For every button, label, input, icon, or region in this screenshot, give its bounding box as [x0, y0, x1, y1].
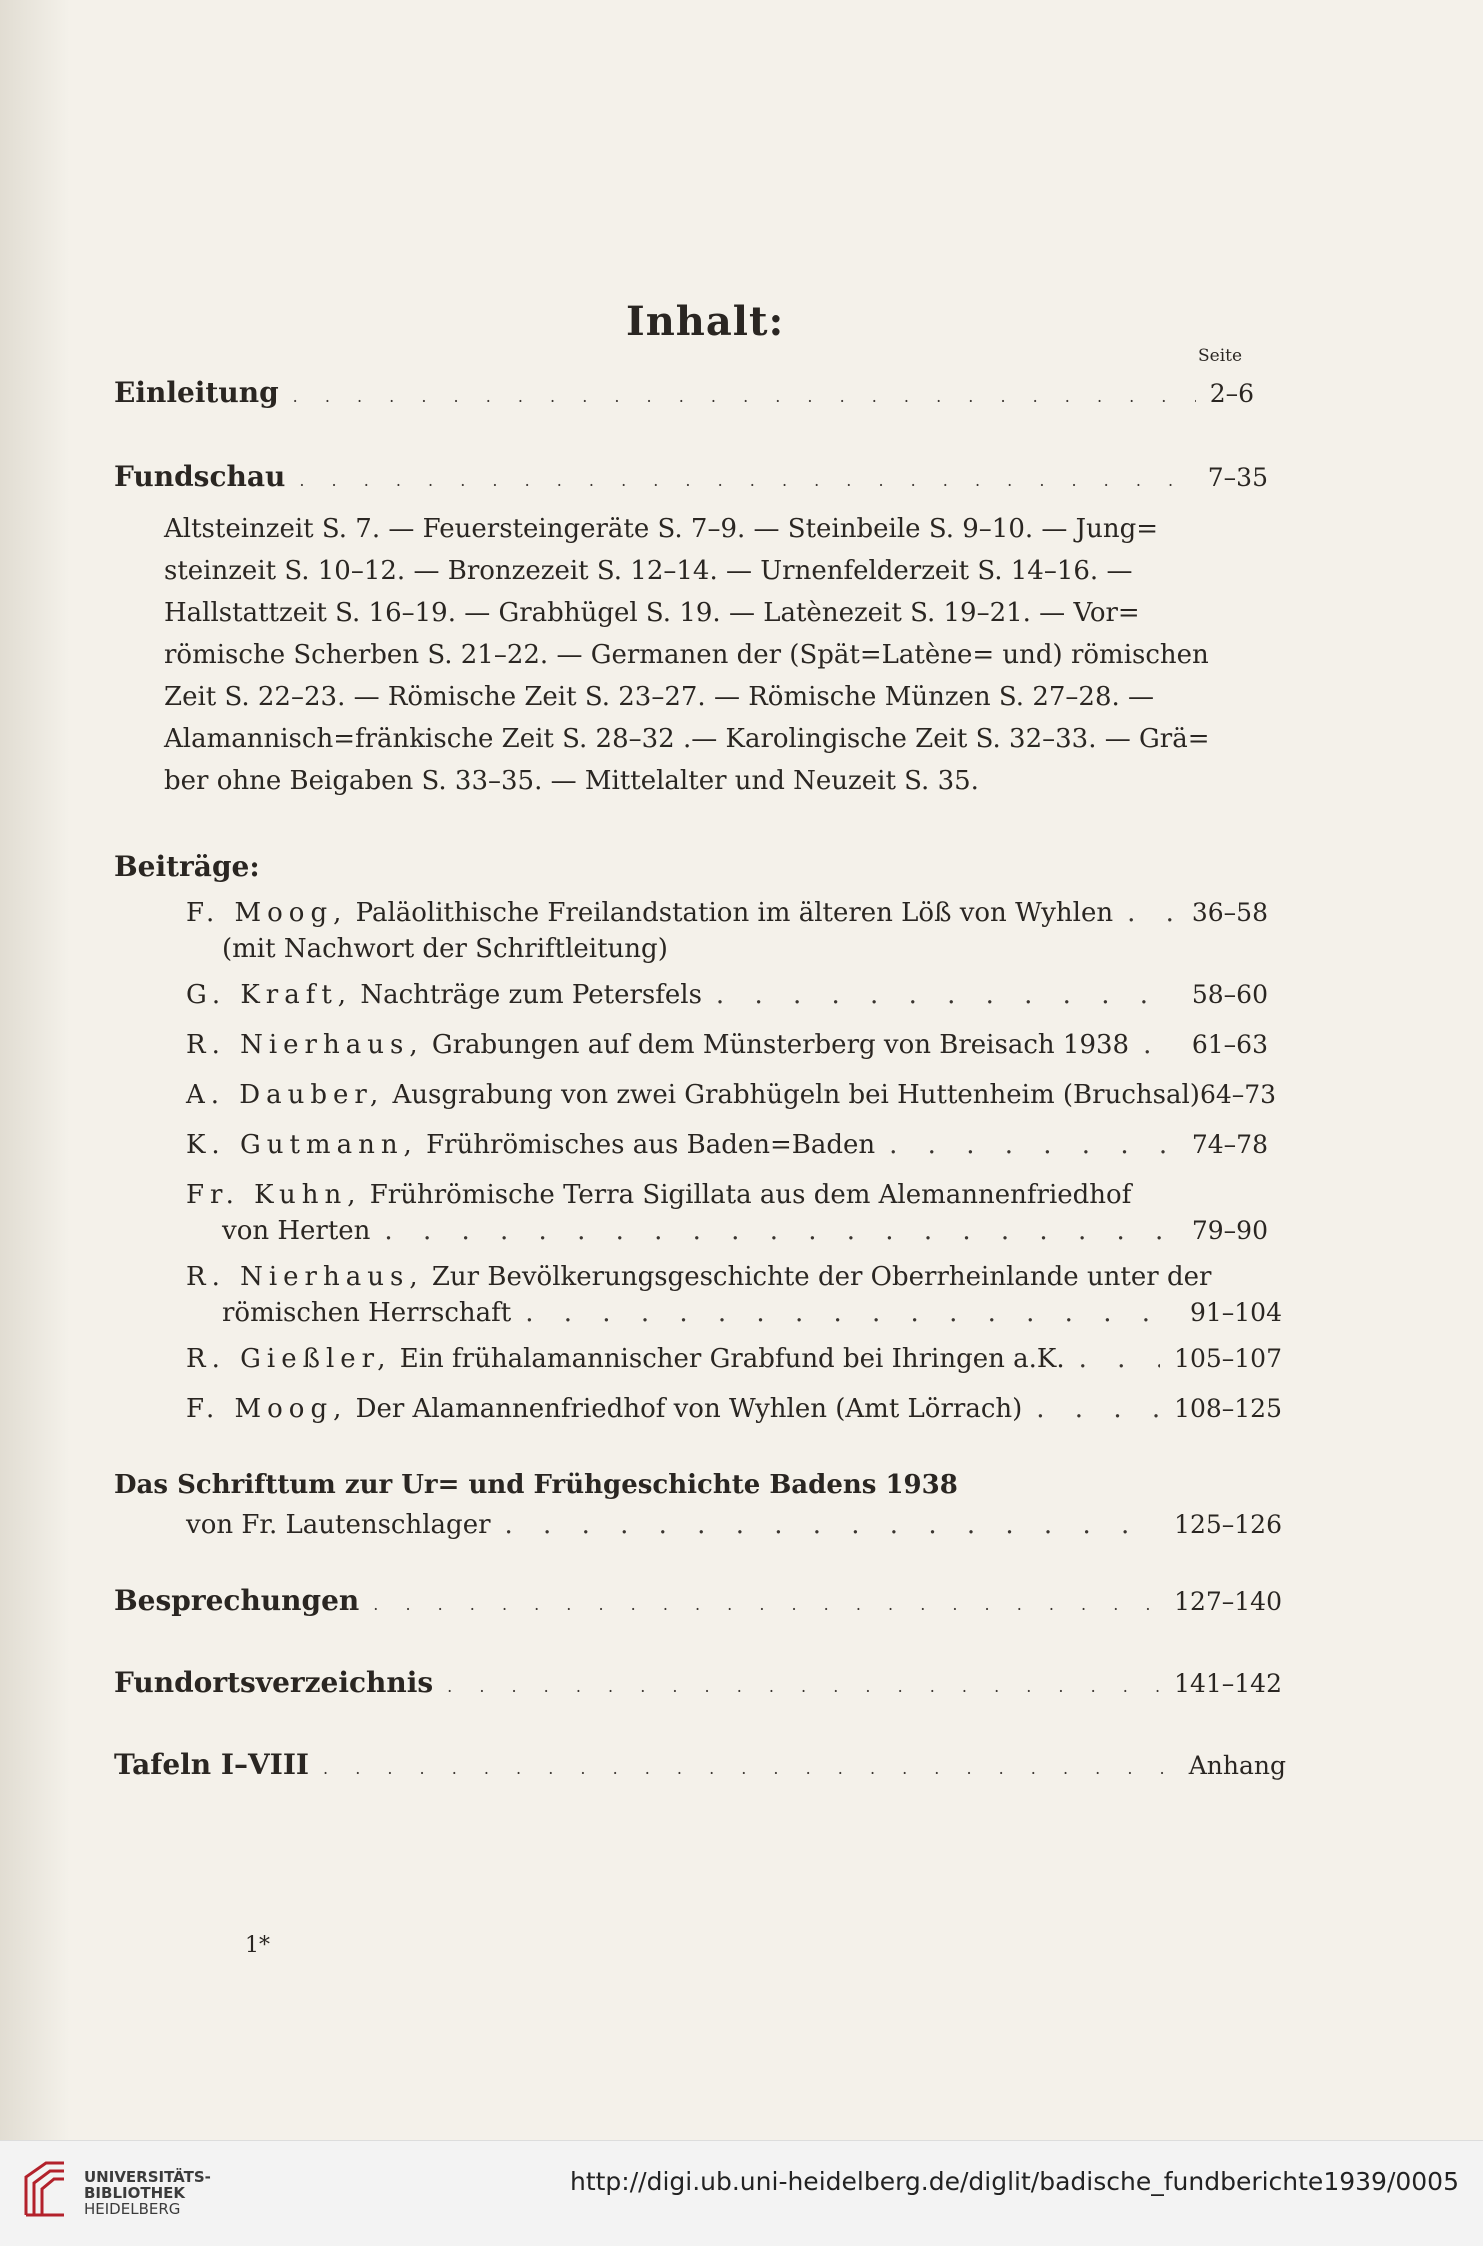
article-title: Grabungen auf dem Münsterberg von Breisach 1938 [431, 1030, 1130, 1060]
toc-pages: 61–63 [1191, 1030, 1268, 1059]
toc-entry-beitrag-9[interactable] [186, 1394, 1282, 1424]
dot-leader [299, 471, 1193, 490]
dot-leader [505, 1510, 1161, 1540]
page-number: 1* [245, 1933, 270, 1958]
author: A. Dauber, [186, 1080, 385, 1110]
toc-pages: 36–58 [1191, 898, 1268, 927]
toc-label: Einleitung [114, 376, 279, 409]
viewer-footer [0, 2140, 1483, 2246]
toc-pages: 141–142 [1174, 1669, 1282, 1698]
library-name-line: BIBLIOTHEK [84, 2184, 185, 2202]
toc-entry-schrifttum[interactable] [114, 1470, 958, 1500]
article-title-cont: römischen Herrschaft [222, 1298, 512, 1328]
author: R. Nierhaus, [186, 1262, 424, 1292]
dot-leader [1127, 898, 1178, 928]
fundschau-summary-line: ber ohne Beigaben S. 33–35. — Mittelalter und Neuzeit S. 35. [164, 766, 979, 796]
article-title: Nachträge zum Petersfels [360, 980, 702, 1010]
section-heading: Beiträge: [114, 850, 260, 883]
toc-pages: 91–104 [1189, 1298, 1282, 1327]
dot-leader [1036, 1394, 1160, 1424]
toc-entry-beitrag-2[interactable] [186, 980, 1268, 1010]
toc-label-cont: von Fr. Lautenschlager [186, 1510, 491, 1540]
toc-pages: 64–73 [1199, 1080, 1277, 1109]
library-logo-icon [20, 2157, 70, 2219]
library-name [84, 2169, 211, 2217]
dot-leader [889, 1130, 1178, 1160]
library-name-line: UNIVERSITÄTS- [84, 2168, 211, 2186]
dot-leader [525, 1298, 1176, 1328]
dot-leader [1143, 1030, 1178, 1060]
toc-label: Das Schrifttum zur Ur= und Frühgeschichte Badens 1938 [114, 1470, 958, 1500]
toc-entry-fundschau[interactable] [114, 460, 1268, 493]
article-title: Paläolithische Freilandstation im älteren Löß von Wyhlen [355, 898, 1114, 928]
author: F. Moog, [186, 898, 348, 928]
author: R. Gießler, [186, 1344, 392, 1374]
dot-leader [384, 1216, 1177, 1246]
page-title: Inhalt: [626, 298, 785, 345]
toc-pages: 7–35 [1207, 463, 1268, 492]
fundschau-summary-line: Zeit S. 22–23. — Römische Zeit S. 23–27. — Römische Münzen S. 27–28. — [164, 682, 1155, 712]
toc-entry-beitrag-8[interactable] [186, 1344, 1282, 1374]
article-title-cont: (mit Nachwort der Schriftleitung) [222, 934, 668, 964]
toc-pages: 127–140 [1174, 1587, 1282, 1616]
article-title: Ausgrabung von zwei Grabhügeln bei Huttenheim (Bruchsal) [392, 1080, 1200, 1110]
fundschau-summary-line: Hallstattzeit S. 16–19. — Grabhügel S. 19. — Latènezeit S. 19–21. — Vor= [164, 598, 1140, 628]
fundschau-summary-line: Altsteinzeit S. 7. — Feuersteingeräte S. 7–9. — Steinbeile S. 9–10. — Jung= [164, 514, 1158, 544]
fundschau-summary-line: Alamannisch=fränkische Zeit S. 28–32 .— Karolingische Zeit S. 32–33. — Grä= [164, 724, 1210, 754]
toc-entry-beitrag-6[interactable] [186, 1180, 1268, 1210]
toc-entry-tafeln[interactable] [114, 1748, 1286, 1781]
article-title: Frührömische Terra Sigillata aus dem Alemannenfriedhof [369, 1180, 1132, 1210]
toc-label: Fundortsverzeichnis [114, 1666, 434, 1699]
author: K. Gutmann, [186, 1130, 418, 1160]
article-title: Ein frühalamannischer Grabfund bei Ihringen a.K. [399, 1344, 1065, 1374]
toc-pages: 58–60 [1191, 980, 1268, 1009]
toc-pages: 2–6 [1209, 379, 1254, 408]
toc-label: Tafeln I–VIII [114, 1748, 310, 1781]
author: Fr. Kuhn, [186, 1180, 362, 1210]
toc-entry-beitrag-7[interactable] [186, 1262, 1268, 1292]
author: R. Nierhaus, [186, 1030, 424, 1060]
author: F. Moog, [186, 1394, 348, 1424]
dot-leader [716, 980, 1178, 1010]
toc-entry-fundortsverzeichnis[interactable] [114, 1666, 1282, 1699]
author: G. Kraft, [186, 980, 353, 1010]
toc-entry-einleitung[interactable] [114, 376, 1254, 409]
toc-entry-beitrag-6-cont [222, 1216, 1268, 1246]
toc-label: Besprechungen [114, 1584, 360, 1617]
fundschau-summary-line: steinzeit S. 10–12. — Bronzezeit S. 12–14. — Urnenfelderzeit S. 14–16. — [164, 556, 1133, 586]
source-url-link[interactable]: http://digi.ub.uni-heidelberg.de/diglit/badische_fundberichte1939/0005 [569, 2167, 1459, 2196]
toc-pages: 105–107 [1174, 1344, 1282, 1373]
dot-leader [293, 387, 1196, 406]
page-gutter-shadow [0, 0, 70, 2140]
toc-pages: 74–78 [1191, 1130, 1268, 1159]
dot-leader [1079, 1344, 1160, 1374]
toc-entry-beitrag-1[interactable] [186, 898, 1268, 928]
dot-leader [323, 1759, 1175, 1778]
toc-entry-beitrag-5[interactable] [186, 1130, 1268, 1160]
toc-pages: Anhang [1188, 1751, 1286, 1780]
toc-entry-beitrag-4[interactable] [186, 1080, 1277, 1110]
dot-leader [373, 1595, 1160, 1614]
toc-entry-besprechungen[interactable] [114, 1584, 1282, 1617]
toc-pages: 125–126 [1174, 1510, 1282, 1539]
toc-section-beitraege [114, 850, 260, 883]
toc-pages: 79–90 [1191, 1216, 1268, 1245]
toc-entry-schrifttum-cont [186, 1510, 1282, 1540]
dot-leader [447, 1677, 1160, 1696]
article-title: Frührömisches aus Baden=Baden [426, 1130, 876, 1160]
article-title-cont: von Herten [222, 1216, 371, 1246]
toc-entry-beitrag-7-cont [222, 1298, 1282, 1328]
toc-pages: 108–125 [1174, 1394, 1282, 1423]
article-title: Zur Bevölkerungsgeschichte der Oberrheinlande unter der [431, 1262, 1212, 1292]
library-name-line: HEIDELBERG [84, 2200, 181, 2218]
toc-entry-beitrag-3[interactable] [186, 1030, 1268, 1060]
seite-column-label: Seite [1198, 346, 1243, 366]
article-title: Der Alamannenfriedhof von Wyhlen (Amt Lörrach) [355, 1394, 1023, 1424]
toc-label: Fundschau [114, 460, 286, 493]
fundschau-summary-line: römische Scherben S. 21–22. — Germanen der (Spät=Latène= und) römischen [164, 640, 1209, 670]
